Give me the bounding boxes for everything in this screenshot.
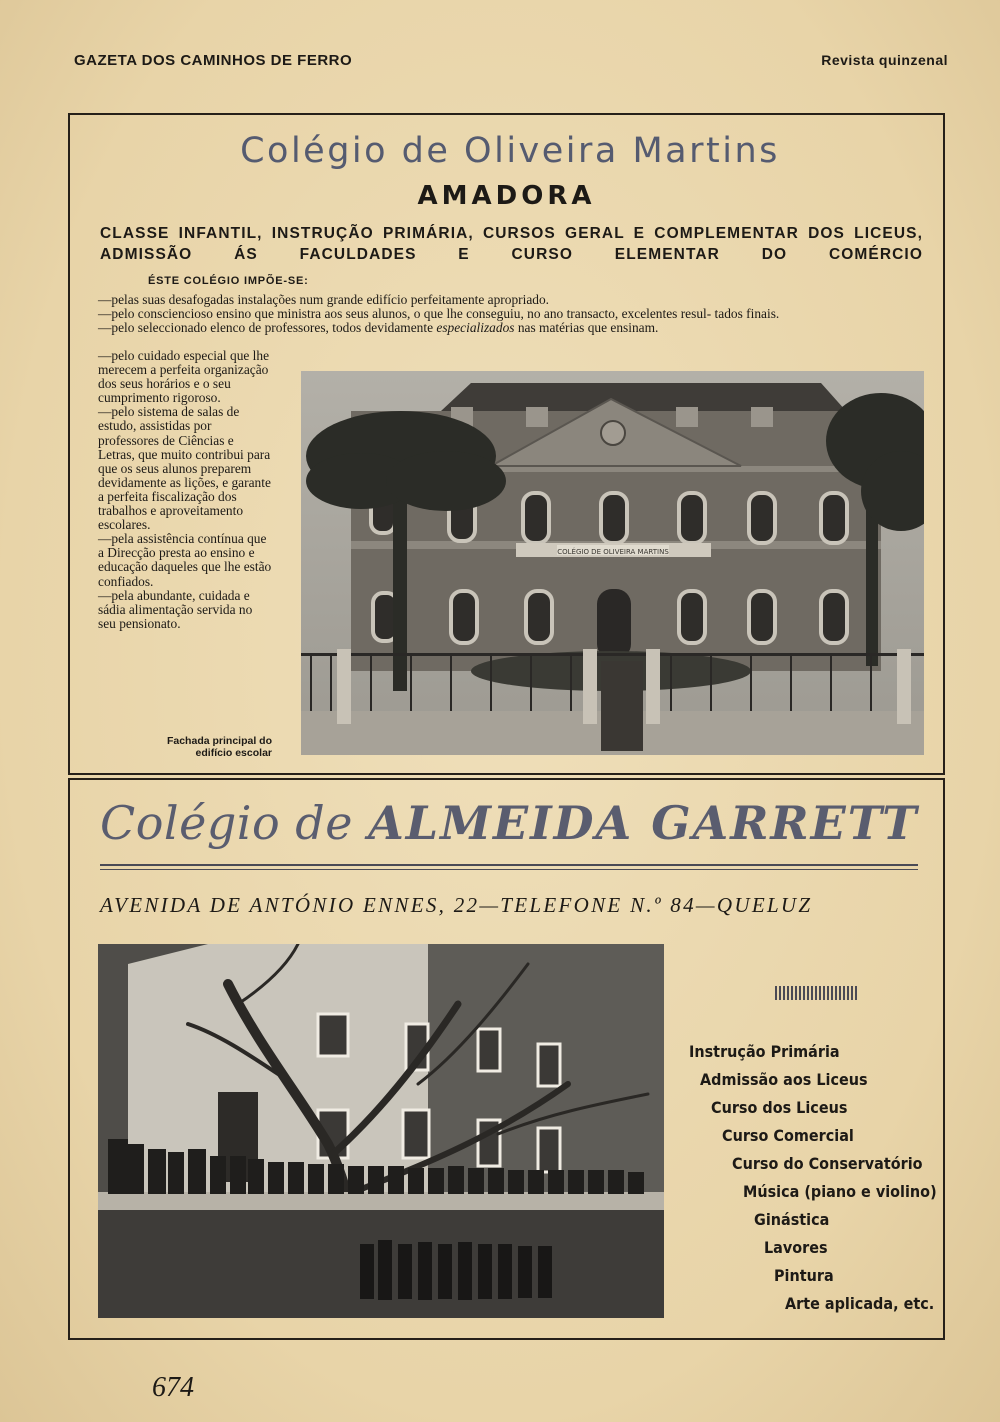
running-header-subtitle: Revista quinzenal [821, 52, 948, 68]
advertisement-almeida-garrett [68, 778, 945, 1340]
ad2-title [100, 796, 920, 850]
ad2-title-name: ALMEIDA GARRETT [368, 796, 919, 850]
ad1-subtitle: CLASSE INFANTIL, INSTRUÇÃO PRIMÁRIA, CURSOS GERAL E COMPLEMENTAR DOS LICEUS, ADMISSÃO ÁS FACULDADES E CURSO ELEMENTAR DO COMÉRCIO [100, 225, 923, 263]
school-courtyard-photo [98, 944, 664, 1318]
course-item: Pintura [774, 1266, 834, 1285]
ad1-point: —pelo consciencioso ensino que ministra aos seus alunos, o que lhe conseguiu, no ano transacto, excelentes resul- tados finais. [98, 306, 780, 322]
ad2-title-prefix: Colégio de [100, 796, 369, 850]
ad1-column-point: —pela abundante, cuidada e sádia alimentação servida no seu pensionato. [98, 587, 253, 631]
ad2-address: AVENIDA DE ANTÓNIO ENNES, 22—TELEFONE N.º 84—QUELUZ [100, 893, 813, 917]
ad1-place: AMADORA [417, 181, 596, 211]
ad1-point: —pelas suas desafogadas instalações num grande edifício perfeitamente apropriado. [98, 292, 550, 307]
decorative-ornament [775, 986, 859, 1000]
ad1-column-points [98, 349, 273, 631]
course-item: Curso dos Liceus [711, 1098, 848, 1117]
course-item: Curso do Conservatório [732, 1154, 923, 1173]
running-header-title: GAZETA DOS CAMINHOS DE FERRO [74, 52, 353, 69]
course-item: Curso Comercial [722, 1126, 854, 1145]
ad1-photo-caption: Fachada principal do edifício escolar [166, 735, 272, 759]
ad1-column-point: —pelo sistema de salas de estudo, assistidas por professores de Ciências e Letras, que muito contribui para que os seus alunos preparem devidamente as lições, e garante a perfeita fiscalização dos trabalhos e aproveitamento escolares. [98, 404, 271, 533]
ad2-title-rule [100, 864, 918, 866]
advertisement-oliveira-martins [68, 113, 945, 775]
ad1-column-point: —pelo cuidado especial que lhe merecem a perfeita organização dos seus horários e o seu cumprimento rigoroso. [98, 348, 270, 406]
course-item: Lavores [764, 1238, 828, 1257]
ad1-intro: ÉSTE COLÉGIO IMPÕE-SE: [148, 275, 309, 287]
course-item: Instrução Primária [689, 1042, 840, 1061]
course-item: Admissão aos Liceus [700, 1070, 868, 1089]
school-facade-photo [301, 371, 924, 755]
page-number: 674 [152, 1372, 194, 1403]
ad1-title: Colégio de Oliveira Martins [240, 131, 780, 171]
ad2-title-rule-thin [100, 869, 918, 870]
facade-sign: COLÉGIO DE OLIVEIRA MARTINS [557, 548, 669, 556]
ad1-column-point: —pela assistência contínua que a Direcção presta ao ensino e educação daqueles que lhe estão confiados. [98, 531, 272, 589]
course-item: Arte aplicada, etc. [785, 1294, 935, 1313]
ad1-point: —pelo seleccionado elenco de professores, todos devidamente especializados nas matérias que ensinam. [98, 320, 659, 336]
course-item: Ginástica [754, 1210, 830, 1229]
ad1-full-width-points [98, 293, 924, 336]
course-item: Música (piano e violino) [743, 1182, 937, 1201]
